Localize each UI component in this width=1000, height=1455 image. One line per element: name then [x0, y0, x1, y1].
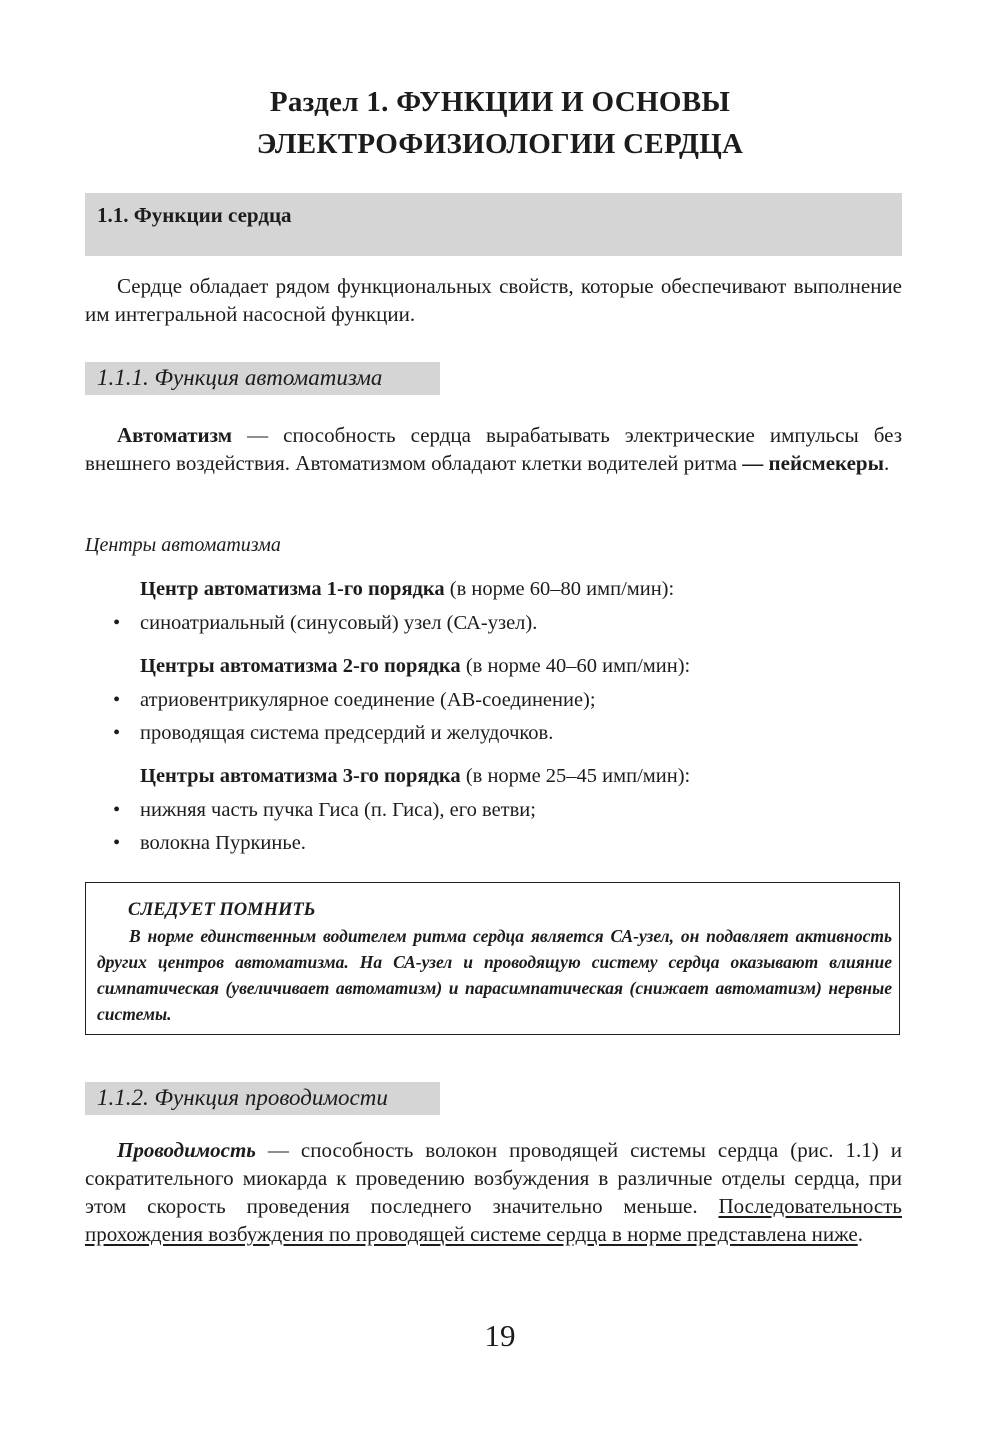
list-item-text: синоатриальный (синусовый) узел (СА-узел). — [140, 612, 538, 634]
bullet-icon: • — [113, 799, 121, 821]
section-title: 1.1. Функции сердца — [97, 203, 292, 227]
section-intro-paragraph: Сердце обладает рядом функциональных свойств, которые обеспечивают выполнение им интегральной насосной функции. — [85, 274, 902, 326]
list-item-text: атриовентрикулярное соединение (АВ-соединение); — [140, 689, 596, 711]
center-2-heading — [140, 653, 690, 679]
subsection-1-header-bar — [85, 362, 440, 395]
list-item-text: нижняя часть пучка Гиса (п. Гиса), его ветви; — [140, 799, 536, 821]
list-item — [113, 797, 536, 823]
conductivity-term: Проводимость — [117, 1138, 256, 1162]
center-2-bold: Центры автоматизма 2-го порядка — [140, 655, 461, 677]
note-title: СЛЕДУЕТ ПОМНИТЬ — [128, 900, 316, 920]
list-item — [113, 720, 553, 746]
subsection-2-title: 1.1.2. Функция проводимости — [97, 1085, 388, 1110]
bullet-icon: • — [113, 722, 121, 744]
automatism-text-b: . — [884, 451, 890, 475]
center-3-heading — [140, 763, 690, 789]
center-1-rest: (в норме 60–80 имп/мин): — [444, 578, 675, 600]
conductivity-text-b: . — [857, 1222, 863, 1246]
list-item-text: проводящая система предсердий и желудочков. — [140, 722, 554, 744]
automatism-term: Автоматизм — [117, 423, 233, 447]
center-1-bold: Центр автоматизма 1-го порядка — [140, 578, 445, 600]
note-text: В норме единственным водителем ритма сердца является СА-узел, он подавляет активность других центров автоматизма. На СА-узел и проводящую систему сердца оказывают влияние симпатическая (увеличивает автоматизм) и парасимпатическая (снижает автоматизм) нервные системы. — [97, 926, 892, 1024]
chapter-title-line-2: ЭЛЕКТРОФИЗИОЛОГИИ СЕРДЦА — [256, 128, 744, 160]
pacemakers-term: — пейсмекеры — [742, 451, 884, 475]
bullet-icon: • — [113, 832, 121, 854]
bullet-icon: • — [113, 689, 121, 711]
centers-label: Центры автоматизма — [85, 534, 281, 556]
automatism-paragraph — [85, 421, 902, 477]
chapter-title-line-1: Раздел 1. ФУНКЦИИ И ОСНОВЫ — [269, 86, 731, 118]
section-header-bar — [85, 193, 902, 256]
list-item — [113, 830, 306, 856]
list-item — [113, 610, 537, 636]
center-3-rest: (в норме 25–45 имп/мин): — [460, 765, 691, 787]
center-2-rest: (в норме 40–60 имп/мин): — [460, 655, 691, 677]
conductivity-text-a: — способность волокон проводящей системы сердца (рис. 1.1) и сократительного миокарда к проведению возбуждения в различные отделы сердца, при этом скорость проведения последнего значительно меньше. — [85, 1138, 902, 1218]
subsection-1-title: 1.1.1. Функция автоматизма — [97, 365, 383, 390]
automatism-text-a: — способность сердца вырабатывать электрические импульсы без внешнего воздействия. Автоматизмом обладают клетки водителей ритма — [85, 423, 902, 475]
conductivity-underlined-text: Последовательность прохождения возбуждения по проводящей системе сердца в норме представлена ниже — [85, 1194, 902, 1246]
list-item — [113, 687, 596, 713]
conductivity-paragraph — [85, 1136, 902, 1248]
page-number: 19 — [484, 1318, 516, 1353]
center-1-heading — [140, 576, 674, 602]
bullet-icon: • — [113, 612, 121, 634]
center-3-bold: Центры автоматизма 3-го порядка — [140, 765, 461, 787]
list-item-text: волокна Пуркинье. — [140, 832, 306, 854]
subsection-2-header-bar — [85, 1082, 440, 1115]
